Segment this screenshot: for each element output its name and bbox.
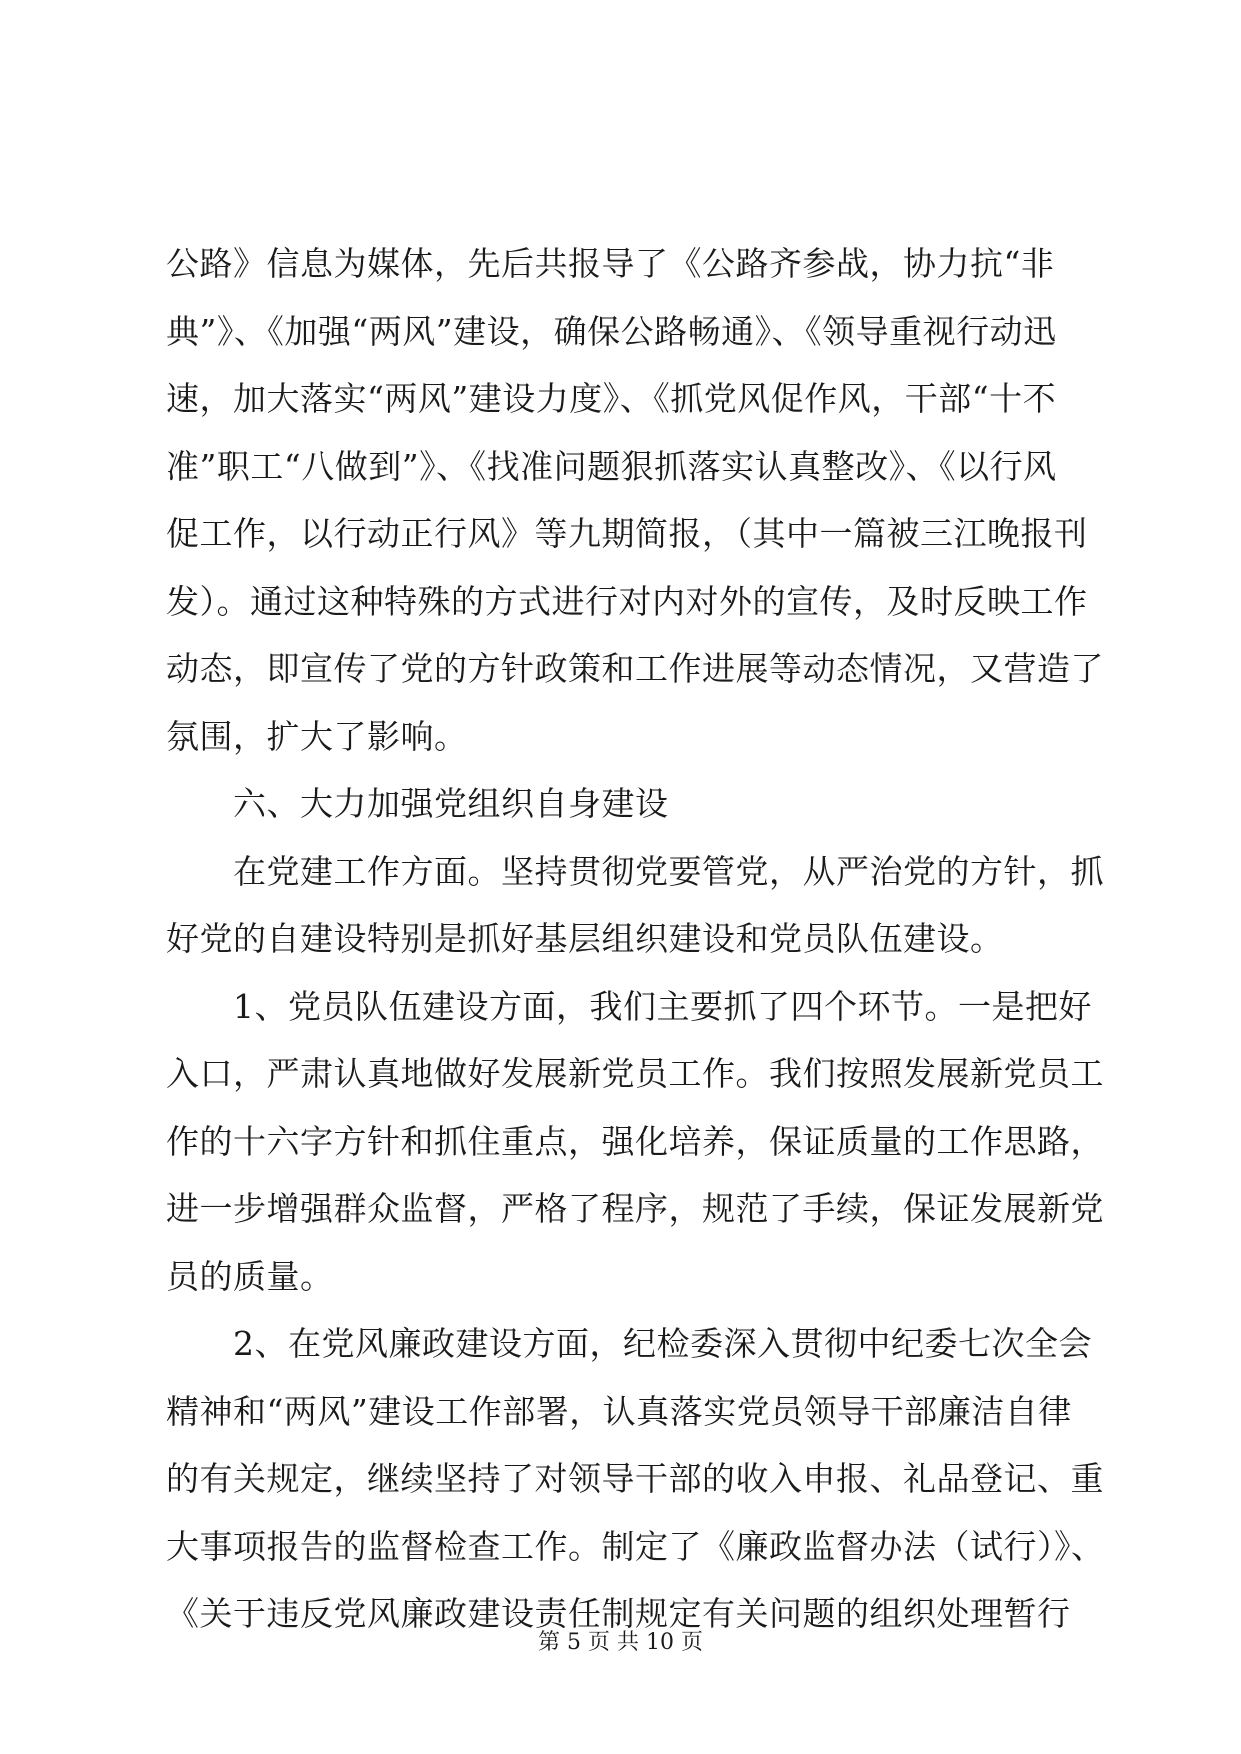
text-line: 作的十六字方针和抓住重点，强化培养，保证质量的工作思路， [166,1121,1104,1161]
text-line: 公路》信息为媒体，先后共报导了《公路齐参战，协力抗“非 [166,244,1055,283]
text-line: 促工作，以行动正行风》等九期简报，（其中一篇被三江晚报刊 [166,514,1088,553]
text-line: 入口，严肃认真地做好发展新党员工作。我们按照发展新党员工 [166,1054,1104,1093]
text-line: 的有关规定，继续坚持了对领导干部的收入申报、礼品登记、重 [166,1459,1104,1498]
text-line: 1、党员队伍建设方面，我们主要抓了四个环节。一是把好 [166,986,1092,1026]
text-line: 氛围，扩大了影响。 [166,716,468,756]
text-line: 发）。通过这种特殊的方式进行对内对外的宣传，及时反映工作 [166,581,1088,621]
text-line: 精神和“两风”建设工作部署，认真落实党员领导干部廉洁自律 [166,1391,1072,1431]
text-line: 典”》、《加强“两风”建设，确保公路畅通》、《领导重视行动迅 [166,311,1057,351]
text-line: 在党建工作方面。坚持贯彻党要管党，从严治党的方针，抓 [166,851,1104,891]
text-line: 动态，即宣传了党的方针政策和工作进展等动态情况，又营造了 [166,649,1104,688]
document-body [166,230,1105,1648]
page-footer [0,1628,1241,1658]
text-line: 大事项报告的监督检查工作。制定了《廉政监督办法（试行）》、 [166,1526,1105,1566]
text-line: 《关于违反党风廉政建设责任制规定有关问题的组织处理暂行 [166,1594,1071,1633]
section-heading: 六、大力加强党组织自身建设 [166,784,669,823]
text-line: 进一步增强群众监督，严格了程序，规范了手续，保证发展新党 [166,1189,1104,1228]
text-line: 好党的自建设特别是抓好基层组织建设和党员队伍建设。 [166,919,1004,958]
page-number: 第 5 页 共 10 页 [538,1630,703,1655]
text-line: 速，加大落实“两风”建设力度》、《抓党风促作风，干部“十不 [166,379,1057,418]
text-line: 准”职工“八做到”》、《找准问题狠抓落实认真整改》、《以行风 [166,446,1057,486]
text-line: 2、在党风廉政建设方面，纪检委深入贯彻中纪委七次全会 [166,1324,1092,1363]
text-line: 员的质量。 [166,1256,334,1296]
